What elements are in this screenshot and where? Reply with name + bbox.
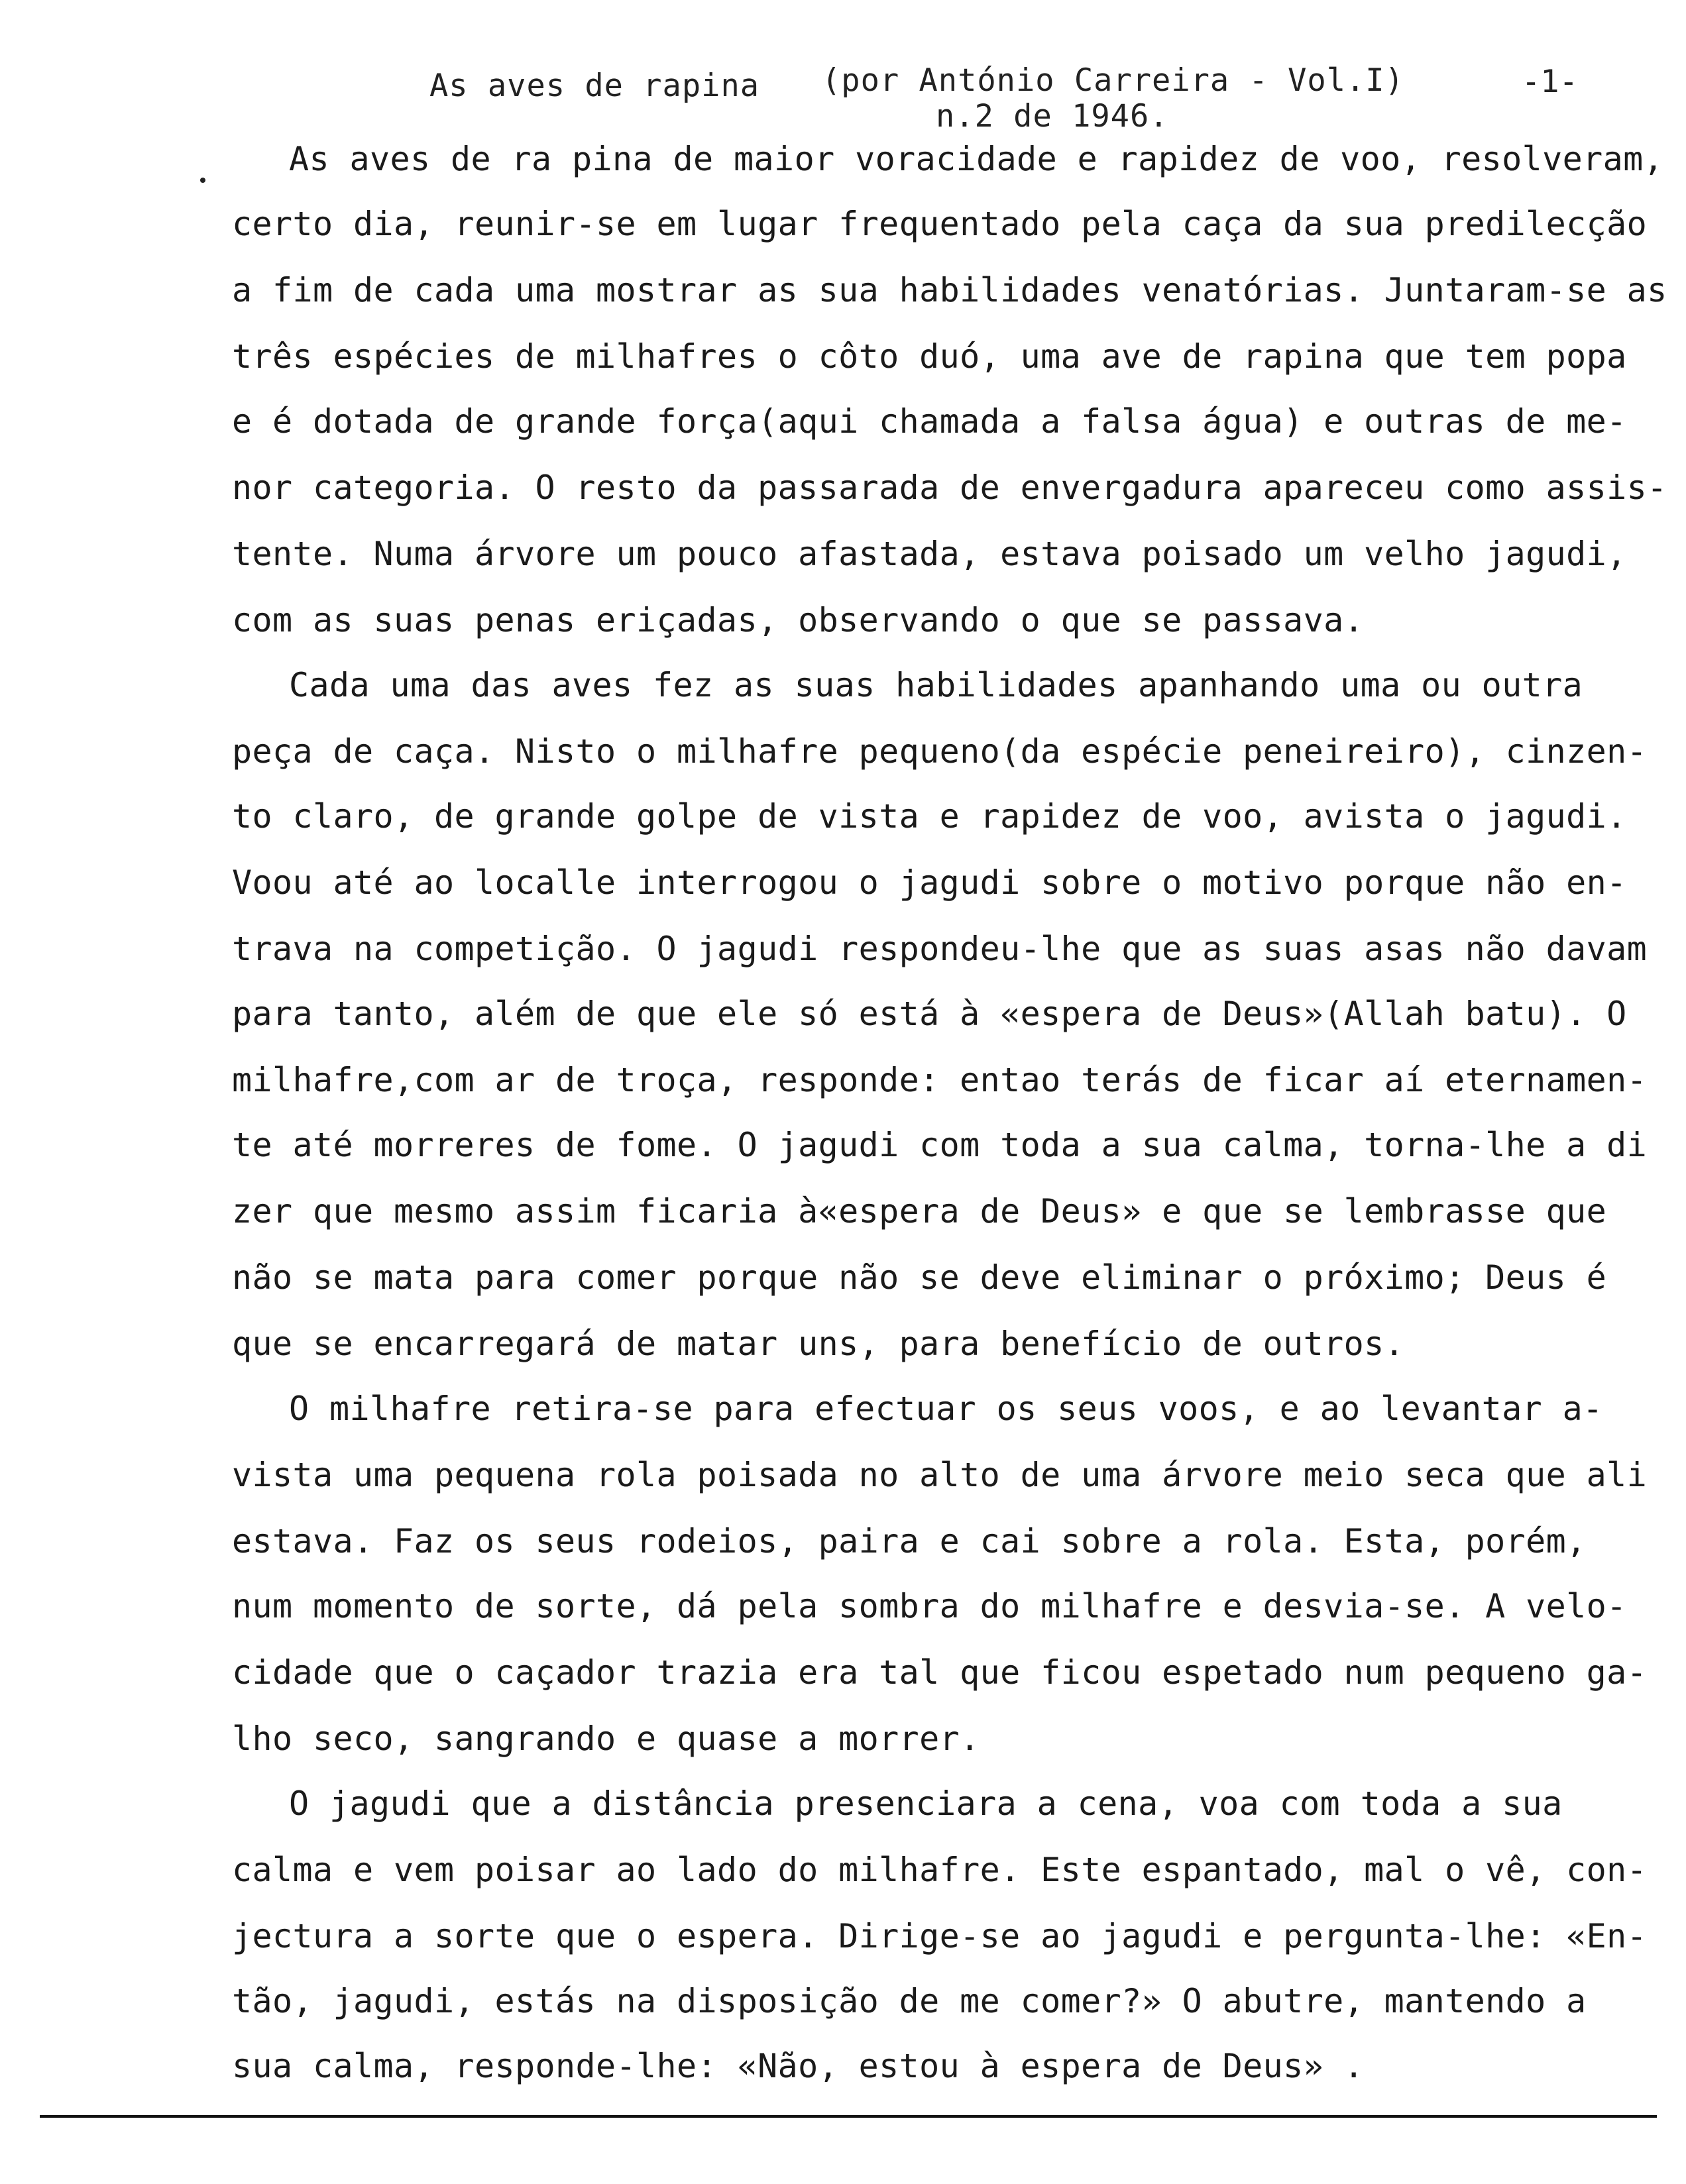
body-line: tão, jagudi, estás na disposição de me comer?» O abutre, mantendo a [232,1982,1587,2020]
body-line: peça de caça. Nisto o milhafre pequeno(da espécie peneireiro), cinzen- [232,732,1648,771]
body-line: tente. Numa árvore um pouco afastada, estava poisado um velho jagudi, [232,535,1627,573]
body-line: vista uma pequena rola poisada no alto de uma árvore meio seca que ali [232,1456,1648,1494]
body-line: calma e vem poisar ao lado do milhafre. Este espantado, mal o vê, con- [232,1851,1648,1889]
body-line: com as suas penas eriçadas, observando o que se passava. [232,601,1365,639]
body-line: Voou até ao localle interrogou o jagudi sobre o motivo porque não en- [232,863,1627,902]
body-line: sua calma, responde-lhe: «Não, estou à espera de Deus» . [232,2047,1365,2085]
body-line: O milhafre retira-se para efectuar os seus voos, e ao levantar a- [289,1390,1603,1428]
document-title: As aves de rapina [429,68,760,104]
body-line: que se encarregará de matar uns, para benefício de outros. [232,1325,1405,1363]
body-line: certo dia, reunir-se em lugar frequentado pela caça da sua predilecção [232,205,1648,243]
body-line: te até morreres de fome. O jagudi com toda a sua calma, torna-lhe a di [232,1126,1648,1164]
body-line: num momento de sorte, dá pela sombra do milhafre e desvia-se. A velo- [232,1587,1627,1625]
source-citation: (por António Carreira - Vol.I) [822,62,1404,99]
body-line: milhafre,com ar de troça, responde: entao terás de ficar aí eternamen- [232,1061,1648,1099]
body-line: As aves de ra pina de maior voracidade e rapidez de voo, resolveram, [289,140,1664,178]
body-line: não se mata para comer porque não se deve eliminar o próximo; Deus é [232,1258,1607,1297]
body-line: Cada uma das aves fez as suas habilidades apanhando uma ou outra [289,666,1583,704]
body-line: e é dotada de grande força(aqui chamada a falsa água) e outras de me- [232,402,1627,441]
body-line: três espécies de milhafres o côto duó, uma ave de rapina que tem popa [232,337,1627,376]
publication-date: n.2 de 1946. [936,98,1169,135]
body-line: cidade que o caçador trazia era tal que ficou espetado num pequeno ga- [232,1653,1648,1692]
body-line: a fim de cada uma mostrar as sua habilidades venatórias. Juntaram-se as [232,271,1667,309]
body-line: to claro, de grande golpe de vista e rapidez de voo, avista o jagudi. [232,797,1627,836]
body-line: jectura a sorte que o espera. Dirige-se ao jagudi e pergunta-lhe: «En- [232,1917,1648,1955]
body-line: trava na competição. O jagudi respondeu-lhe que as suas asas não davam [232,930,1648,968]
body-line: zer que mesmo assim ficaria à«espera de Deus» e que se lembrasse que [232,1192,1607,1230]
body-line: O jagudi que a distância presenciara a cena, voa com toda a sua [289,1784,1563,1823]
ink-dot [200,178,205,183]
body-line: estava. Faz os seus rodeios, paira e cai sobre a rola. Esta, porém, [232,1522,1587,1560]
page-number: -1- [1522,64,1578,100]
body-line: nor categoria. O resto da passarada de envergadura apareceu como assis- [232,468,1667,507]
body-line: lho seco, sangrando e quase a morrer. [232,1720,980,1758]
bottom-rule-divider [40,2115,1657,2118]
body-line: para tanto, além de que ele só está à «espera de Deus»(Allah batu). O [232,995,1627,1033]
